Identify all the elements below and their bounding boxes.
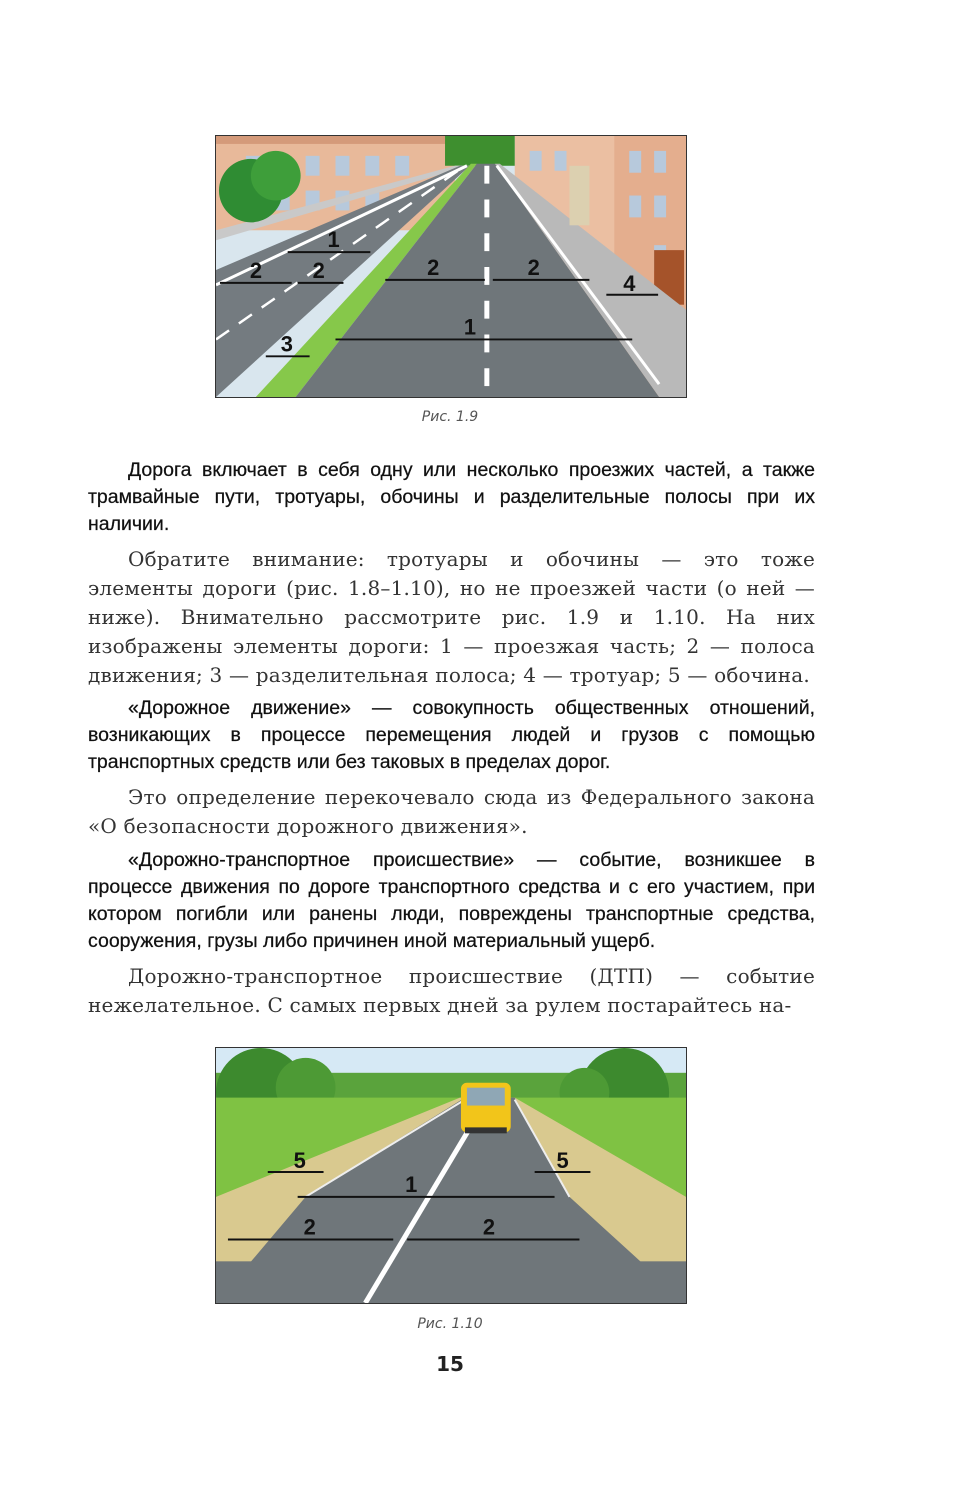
pedestrian-stroller [569,166,589,226]
figure-road-elements [215,135,687,398]
fig2-label: 5 [293,1148,306,1174]
road-illustration-1 [216,136,686,397]
fig1-label: 4 [623,270,636,296]
body-paragraph: Это определение перекочевало сюда из Федерального закона «О безопасности дорожного движения». [88,785,815,838]
figure-1-caption: Рис. 1.9 [421,409,479,425]
figure-road-shoulders [215,1047,687,1304]
body-paragraph: Обратите внимание: тротуары и обочины — это тоже элементы дороги (рис. 1.8–1.10), но не проезжей части (о ней — ниже). Внимательно рассмотрите рис. 1.9 и 1.10. На них изображены элементы дороги: 1 — проезжая часть; 2 — полоса движения; 3 — разделительная полоса; 4 — тротуар; 5 — обочина. [88,547,815,687]
definition-accident: «Дорожно-транспортное происшествие» — событие, возникшее в процессе движения по дороге транспортного средства и с его участием, при котором погибли или ранены люди, повреждены транспортные средства, сооружения, грузы либо причинен иной материальный ущерб. [88,849,815,952]
fig1-label: 1 [327,227,340,253]
fig1-label: 1 [463,314,477,340]
fig2-label: 2 [303,1214,316,1240]
fig2-label: 1 [405,1171,418,1197]
definition-road: Дорога включает в себя одну или несколько проезжих частей, а также трамвайные пути, тротуары, обочины и разделительные полосы при их наличии. [88,459,815,535]
page-number: 15 [436,1352,464,1376]
fig1-label: 2 [527,254,540,280]
definition-traffic: «Дорожное движение» — совокупность общественных отношений, возникающих в процессе перемещения людей и грузов с помощью транспортных средств или без таковых в пределах дорог. [88,697,815,773]
fig1-label: 3 [280,331,293,357]
body-paragraph: Дорожно-транспортное происшествие (ДТП) — событие нежелательное. С самых первых дней за рулем постарайтесь на- [88,964,815,1017]
fig1-label: 2 [427,254,440,280]
fig1-label: 2 [312,257,325,283]
fig2-label: 2 [482,1214,496,1240]
fig2-label: 5 [556,1148,569,1174]
road-illustration-2 [216,1048,686,1303]
fig1-label: 2 [249,257,263,283]
figure-2-caption: Рис. 1.10 [417,1316,483,1332]
